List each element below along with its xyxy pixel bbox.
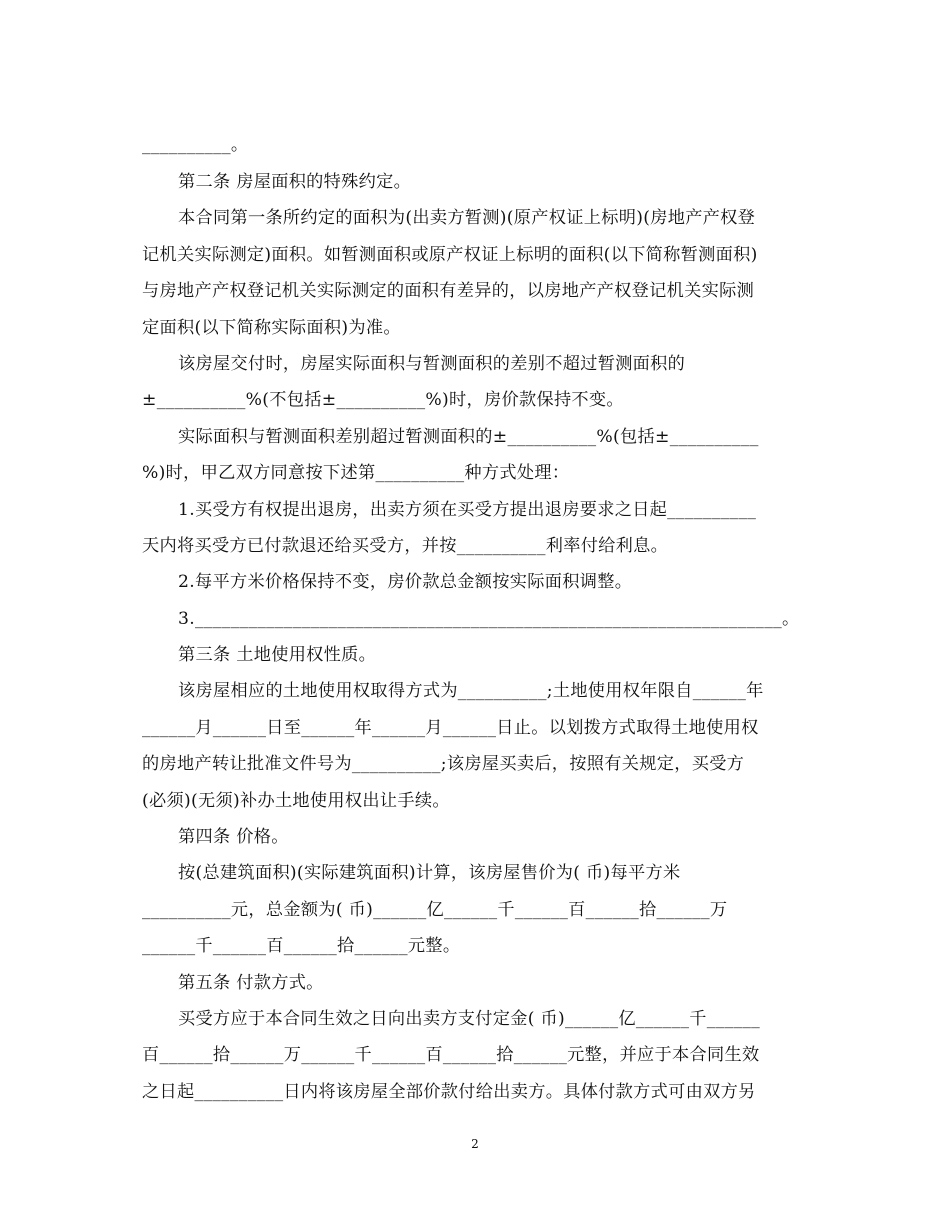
page-number: 2 (471, 1137, 479, 1151)
section-heading: 第三条 土地使用权性质。 (178, 645, 377, 665)
text-line: 2.每平方米价格保持不变，房价款总金额按实际面积调整。 (178, 572, 633, 592)
text-line: %)时，甲乙双方同意按下述第__________种方式处理： (142, 463, 570, 483)
text-line: 3.__________________________________________________________________。 (178, 609, 800, 629)
text-line: 该房屋交付时，房屋实际面积与暂测面积的差别不超过暂测面积的 (178, 354, 686, 374)
text-line: 买受方应于本合同生效之日向出卖方支付定金( 币)______亿______千______ (178, 1009, 761, 1029)
text-line: __________。 (142, 135, 249, 155)
section-heading: 第四条 价格。 (178, 827, 289, 847)
text-line: 1.买受方有权提出退房，出卖方须在买受方提出退房要求之日起__________ (178, 500, 757, 520)
text-line: 之日起__________日内将该房屋全部价款付给出卖方。具体付款方式可由双方另 (142, 1082, 756, 1102)
text-line: 记机关实际测定)面积。如暂测面积或原产权证上标明的面积(以下简称暂测面积) (142, 245, 758, 265)
text-line: 实际面积与暂测面积差别超过暂测面积的±__________%(包括±__________ (178, 427, 759, 447)
text-line: 与房地产产权登记机关实际测定的面积有差异的，以房地产产权登记机关实际测 (142, 281, 755, 301)
text-line: 定面积(以下简称实际面积)为准。 (142, 318, 401, 338)
text-line: 天内将买受方已付款退还给买受方，并按__________利率付给利息。 (142, 536, 669, 556)
section-heading: 第五条 付款方式。 (178, 973, 324, 993)
text-line: 按(总建筑面积)(实际建筑面积)计算，该房屋售价为( 币)每平方米 (178, 863, 681, 883)
text-line: 的房地产转让批准文件号为__________;该房屋买卖后，按照有关规定，买受方 (142, 754, 745, 774)
text-line: (必须)(无须)补办土地使用权出让手续。 (142, 791, 450, 811)
text-line: __________元，总金额为( 币)______亿______千______百______拾______万 (142, 900, 728, 920)
text-line: 本合同第一条所约定的面积为(出卖方暂测)(原产权证上标明)(房地产产权登 (178, 208, 756, 228)
text-line: 该房屋相应的土地使用权取得方式为__________;土地使用权年限自______年 (178, 681, 764, 701)
text-line: ±__________%(不包括±__________%)时，房价款保持不变。 (142, 390, 624, 410)
text-line: ______千______百______拾______元整。 (142, 936, 461, 956)
text-line: ______月______日至______年______月______日止。以划拨方式取得土地使用权 (142, 718, 759, 738)
text-line: 百______拾______万______千______百______拾______元整，并应于本合同生效 (142, 1045, 760, 1065)
section-heading: 第二条 房屋面积的特殊约定。 (178, 172, 412, 192)
